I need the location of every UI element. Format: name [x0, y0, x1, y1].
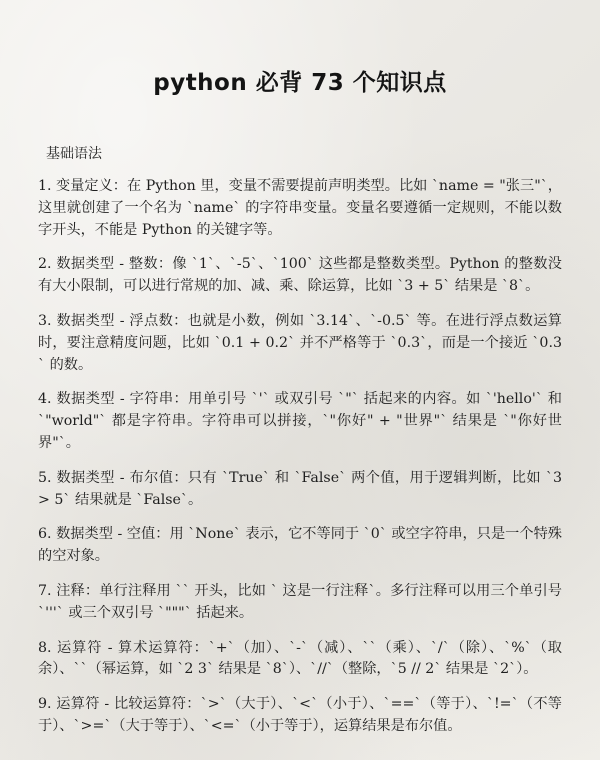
list-item: 6. 数据类型 - 空值：用 `None` 表示，它不等同于 `0` 或空字符串，只是一个特殊的空对象。: [38, 526, 562, 565]
list-item: 4. 数据类型 - 字符串：用单引号 `'` 或双引号 `"` 括起来的内容。如 `'hello'` 和 `"world"` 都是字符串。字符串可以拼接，`"你好" + "世界"` 结果是 `"你好世界"`。: [38, 391, 562, 451]
list-item: 7. 注释：单行注释用 `` 开头，比如 ` 这是一行注释`。多行注释可以用三个单引号 `'''` 或三个双引号 `"""` 括起来。: [38, 582, 562, 621]
list-item: 9. 运算符 - 比较运算符：`>`（大于）、`<`（小于）、`==`（等于）、`!=`（不等于）、`>=`（大于等于）、`<=`（小于等于），运算结果是布尔值。: [38, 696, 562, 734]
list-item: 2. 数据类型 - 整数：像 `1`、`-5`、`100` 这些都是整数类型。Python 的整数没有大小限制，可以进行常规的加、减、乘、除运算，比如 `3 + 5` 结果是 `8`。: [38, 256, 562, 295]
section-heading: 基础语法: [46, 146, 102, 162]
knowledge-list: [38, 176, 562, 751]
list-item: 1. 变量定义：在 Python 里，变量不需要提前声明类型。比如 `name = "张三"`，这里就创建了一个名为 `name` 的字符串变量。变量名要遵循一定规则，不能以数字开头，不能是 Python 的关键字等。: [38, 178, 562, 238]
document-title: python 必背 73 个知识点: [153, 70, 447, 96]
list-item: 3. 数据类型 - 浮点数：也就是小数，例如 `3.14`、`-0.5` 等。在进行浮点数运算时，要注意精度问题，比如 `0.1 + 0.2` 并不严格等于 `0.3`，而是一个接近 `0.3` 的数。: [38, 312, 562, 373]
list-item: 8. 运算符 - 算术运算符：`+`（加）、`-`（减）、``（乘）、`/`（除）、`%`（取余）、``（幂运算，如 `2 3` 结果是 `8`）、`//`（整除，`5 // 2` 结果是 `2`）。: [38, 639, 562, 678]
list-item: 5. 数据类型 - 布尔值：只有 `True` 和 `False` 两个值，用于逻辑判断，比如 `3 > 5` 结果就是 `False`。: [38, 469, 562, 508]
